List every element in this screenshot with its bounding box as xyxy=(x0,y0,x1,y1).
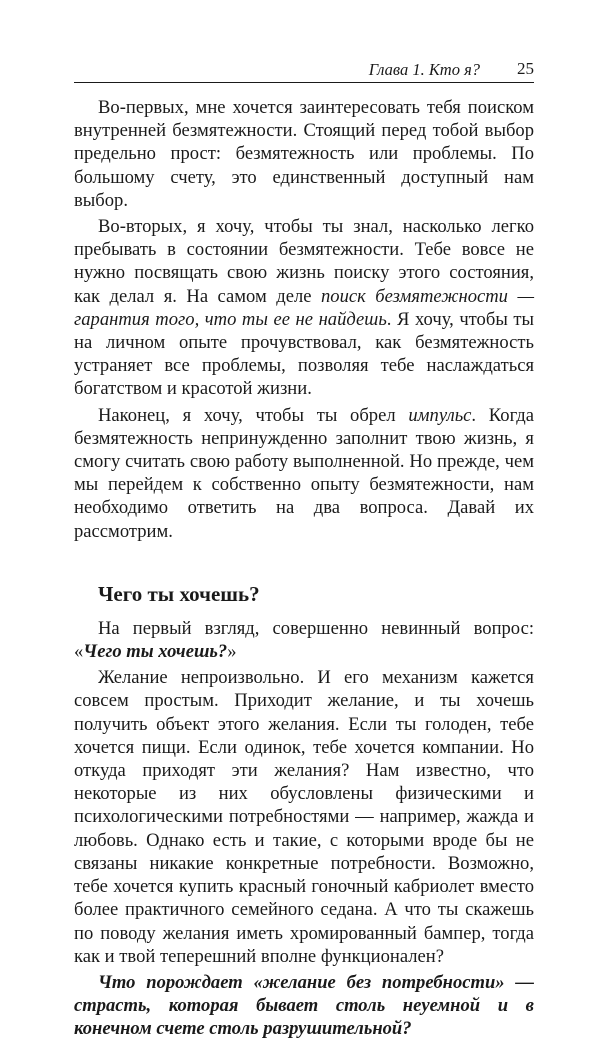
italic-emphasis: поиск безмятежности — гарантия того, что ты ее не найдешь xyxy=(74,285,535,330)
paragraph-text: Во-первых, мне хочется заинтересовать тебя поиском внутренней безмятежности. Стоящий перед тобой выбор предельно прост: безмятежность или проблемы. По большому счету, это единственный доступный нам выбор. xyxy=(74,97,534,211)
paragraph-text: . Я хочу, чтобы ты на личном опыте прочувствовал, как безмятежность устраняет все проблемы, позволяя тебе наслаждаться богатством и красотой жизни. xyxy=(74,308,534,400)
paragraph-closing-question xyxy=(74,971,534,1041)
paragraph-text: Во-вторых, я хочу, чтобы ты знал, насколько легко пребывать в состоянии безмятежности. Тебе вовсе не нужно посвящать свою жизнь поиску этого состояния, как делал я. На самом деле xyxy=(74,216,534,307)
page-number: 25 xyxy=(517,59,534,78)
paragraph-text: На первый взгляд, совершенно невинный вопрос: « xyxy=(74,617,534,663)
bold-italic-emphasis: Чего ты хочешь? xyxy=(83,641,228,663)
page-body xyxy=(74,96,534,1041)
paragraph-first-reason xyxy=(74,96,534,212)
paragraph-text: . Когда безмятежность непринужденно заполнит твою жизнь, я смогу считать свою работу выполненной. Но прежде, чем мы перейдем к собственно опыту безмятежности, нам необходимо ответить на два вопроса. Давай их рассмотрим. xyxy=(74,404,534,542)
running-title: Глава 1. Кто я? xyxy=(368,60,480,79)
italic-emphasis: импульс xyxy=(408,404,472,426)
paragraph-third-reason xyxy=(74,404,534,543)
paragraph-question xyxy=(74,617,534,663)
paragraph-text: Желание непроизвольно. И его механизм кажется совсем простым. Приходит желание, и ты хочешь получить объект этого желания. Если ты голоден, тебе хочется пищи. Если одинок, тебе хочется компании. Но откуда приходят эти желания? Нам известно, что некоторые из них обусловлены физическими и психологическими потребностями — например, жажда и любовь. Однако есть и такие, с которыми вроде бы не связаны никакие конкретные потребности. Возможно, тебе хочется купить красный гоночный кабриолет вместо более практичного семейного седана. А что ты скажешь по поводу желания иметь хромированный бампер, тогда как и твой теперешний вполне функционален? xyxy=(74,667,534,967)
paragraph-text: Что порождает «желание без потребности» — страсть, которая бывает столь неуемной и в конечном счете столь разрушительной? xyxy=(74,971,534,1040)
paragraph-text: » xyxy=(227,641,237,663)
running-header xyxy=(74,58,534,83)
section-heading: Чего ты хочешь? xyxy=(98,581,260,606)
paragraph-desire xyxy=(74,666,534,968)
paragraph-second-reason xyxy=(74,215,534,401)
paragraph-text: Наконец, я хочу, чтобы ты обрел xyxy=(98,404,409,426)
